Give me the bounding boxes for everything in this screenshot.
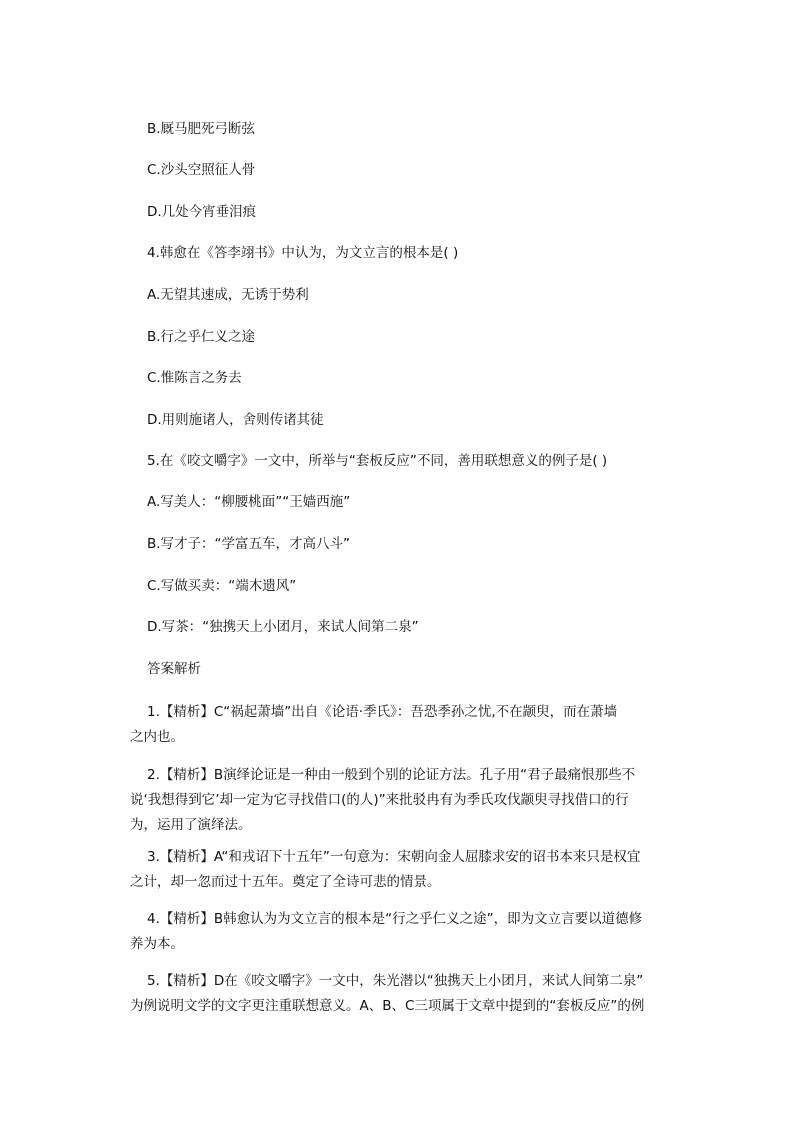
answer-5-line-2: 为例说明文学的文字更注重联想意义。A、B、C三项属于文章中提到的“套板反应”的例 bbox=[130, 998, 645, 1014]
answer-2 bbox=[130, 763, 657, 838]
answer-2-line-3: 为，运用了演绎法。 bbox=[130, 817, 252, 833]
q5-option-a: A.写美人：“柳腰桃面”“王嫱西施” bbox=[147, 494, 351, 510]
answer-2-line-2: 说‘我想得到它’却一定为它寻找借口(的人)”来批驳冉有为季氏攻伐颛臾寻找借口的行 bbox=[130, 792, 629, 808]
q4-option-c: C.惟陈言之务去 bbox=[147, 370, 242, 386]
answer-3-line-2: 之计，却一忽而过十五年。奠定了全诗可悲的情景。 bbox=[130, 874, 441, 890]
q4-option-d: D.用则施诸人，舍则传诸其徒 bbox=[147, 412, 324, 428]
q5-option-d: D.写茶：“独携天上小团月，来试人间第二泉” bbox=[147, 619, 419, 635]
answer-4-line-2: 养为本。 bbox=[130, 936, 184, 952]
answer-4-line-1: 4.【精析】B韩愈认为为文立言的根本是“行之乎仁义之途”，即为文立言要以道德修 bbox=[147, 911, 643, 927]
q3-option-b: B.厩马肥死弓断弦 bbox=[147, 121, 256, 137]
answer-5-line-1: 5.【精析】D在《咬文嚼字》一文中，朱光潜以“独携天上小团月，来试人间第二泉” bbox=[147, 973, 644, 989]
q3-option-d: D.几处今宵垂泪痕 bbox=[147, 204, 257, 220]
q5-stem: 5.在《咬文嚼字》一文中，所举与“套板反应”不同，善用联想意义的例子是( ) bbox=[147, 453, 608, 469]
answer-4 bbox=[130, 907, 657, 957]
q5-option-b: B.写才子：“学富五车，才高八斗” bbox=[147, 536, 351, 552]
q3-option-c: C.沙头空照征人骨 bbox=[147, 162, 256, 178]
answer-1-line-2: 之内也。 bbox=[130, 729, 184, 745]
answers-heading: 答案解析 bbox=[147, 661, 201, 677]
answer-1-line-1: 1.【精析】C“祸起萧墙”出自《论语·季氏》：吾恐季孙之忧,不在颛臾，而在萧墙 bbox=[147, 704, 618, 720]
answer-1 bbox=[130, 700, 657, 750]
q5-option-c: C.写做买卖：“端木遗风” bbox=[147, 578, 297, 594]
q4-option-b: B.行之乎仁义之途 bbox=[147, 329, 256, 345]
q4-option-a: A.无望其速成，无诱于势利 bbox=[147, 287, 309, 303]
answer-5 bbox=[130, 969, 657, 1019]
q4-stem: 4.韩愈在《答李翊书》中认为，为文立言的根本是( ) bbox=[147, 245, 459, 261]
answer-2-line-1: 2.【精析】B演绎论证是一种由一般到个别的论证方法。孔子用“君子最痛恨那些不 bbox=[147, 767, 636, 783]
answer-3 bbox=[130, 845, 657, 895]
answer-3-line-1: 3.【精析】A“和戎诏下十五年”一句意为：宋朝向金人屈膝求安的诏书本来只是权宜 bbox=[147, 849, 641, 865]
